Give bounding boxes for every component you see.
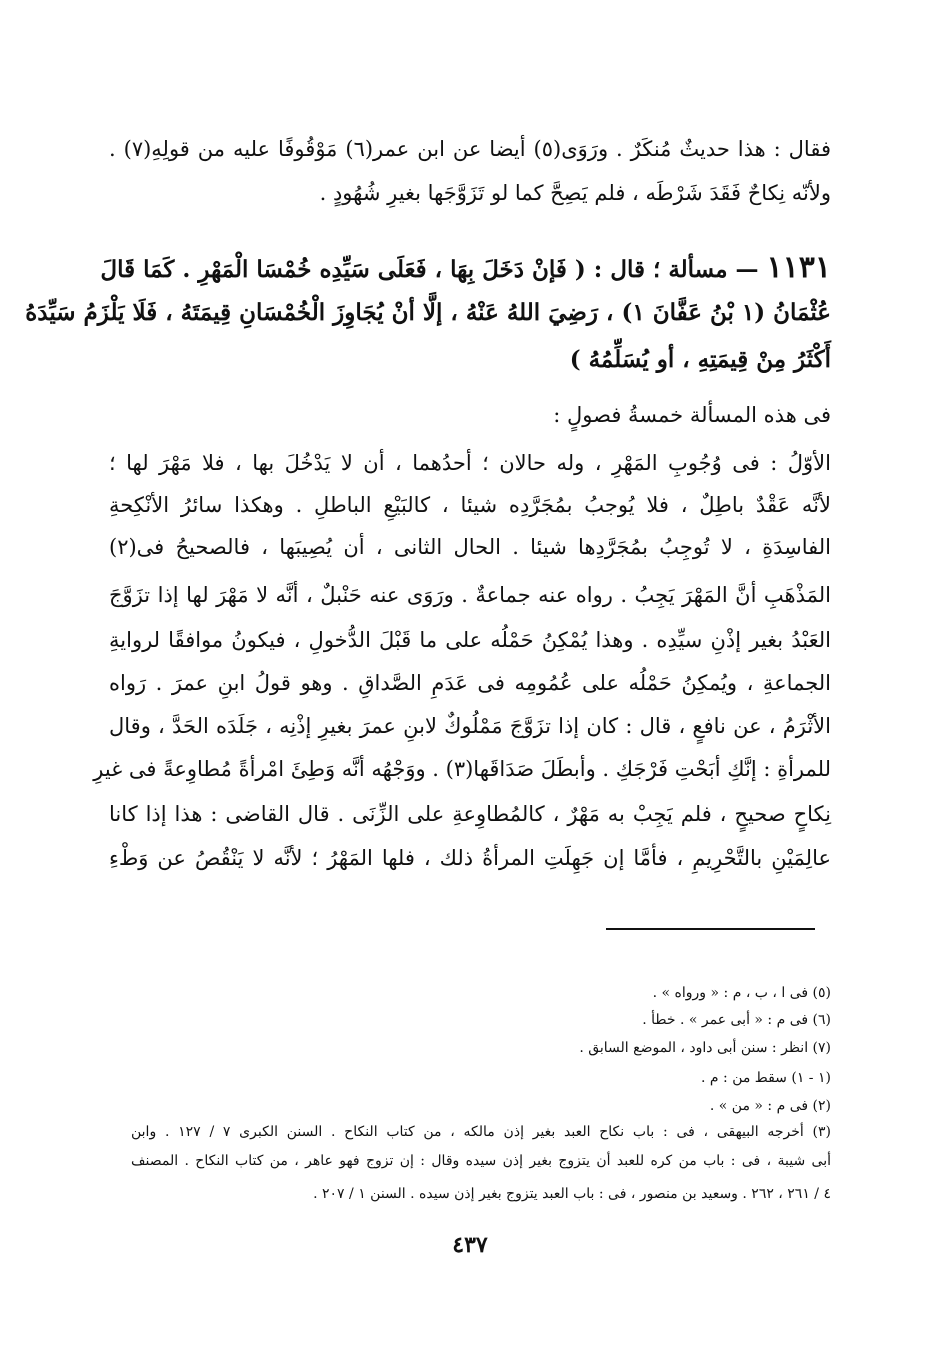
text-line: فقال : هذا حديثٌ مُنكَرٌ . ورَوَى(٥) أيضا عن ابن عمر(٦) مَوْقُوفًا عليه من قولِهِ(٧) . [109,137,831,161]
issue-line: أَكْثَرُ مِنْ قِيمَتِهِ ، أو يُسَلِّمُهُ ) [569,346,831,373]
text-line: الفاسِدَةِ ، لا تُوجِبُ بمُجَرَّدِها شيئا . الحال الثانى ، أن يُصِيبَها ، فالصحيحُ فى(٢) [109,535,831,559]
issue-text: — مسألة ؛ قال : ( فَإنْ دَخَلَ بِهَا ، فَعَلَى سَيِّدِه خُمْسَا الْمَهْرِ . كَمَا قَالَ [100,256,759,283]
page-number: ٤٣٧ [452,1232,488,1258]
footnote-continuation: أبى شيبة ، فى : باب من كره للعبد أن يتزوج بغير إذن سيده وقال : إن تزوج فهو عاهر ، من كتاب النكاح . المصنف [131,1153,831,1169]
footnote: (٥) فى ا ، ب ، م : « ورواه » . [652,985,831,1001]
text-line: ولأنّه نِكاحٌ فَقَدَ شَرْطَه ، فلم يَصِحَّ كما لو تَزَوَّجَها بغيرِ شُهُودٍ . [319,181,831,205]
text-line: لأنَّه عَقْدٌ باطِلٌ ، فلا يُوجبُ بمُجَرَّدِه شيئا ، كالبَيْعِ الباطلِ . وهكذا سائرُ الأنْكِحةِ [109,493,831,517]
text-line: العَبْدُ بغير إذْنِ سيِّدِه . وهذا يُمْكِنُ حَمْلُه على ما قَبْلَ الدُّخولِ ، فيكونُ موافقًا لروايةِ [109,628,831,652]
text-line: الأثْرَمُ ، عن نافعٍ ، قال : كان إذا تزَوَّجَ مَمْلُوكٌ لابنِ عمرَ بغيرِ إذْنِه ، جَلَدَه الحَدَّ ، وقال [109,714,831,738]
issue-number: ١١٣١ [766,250,831,285]
text-line: الجماعةِ ، ويُمكِنُ حَمْلُه على عُمُومِه فى عَدَمِ الصَّداقِ . وهو قولُ ابنِ عمرَ . رَواه [109,671,831,695]
text-line: الأوّلُ : فى وُجُوبِ المَهْرِ ، وله حالان ؛ أحدُهما ، أن لا يَدْخُلَ بها ، فلا مَهْرَ لها ؛ [109,451,831,475]
text-line: للمرأةِ : إنَّكِ أبَحْتِ فَرْجَكِ . وأبطَلَ صَدَاقَها(٣) . ووَجْهُه أنَّه وَطِئَ امْرأةً مُطاوِعةً فى غيرِ [93,757,831,781]
footnote-continuation: ٤ / ٢٦١ ، ٢٦٢ . وسعيد بن منصور ، فى : باب العبد يتزوج بغير إذن سيده . السنن ١ / ٢٠٧ . [313,1186,831,1202]
text-line: فى هذه المسألة خمسةُ فصولٍ : [553,403,831,427]
footnote: (٢) فى م : « من » . [709,1098,831,1114]
footnote: (٦) فى م : « أبى عمر » . خطأ . [642,1012,831,1028]
issue-line: عُثْمَانُ (١ بْنُ عَفَّانَ ١) ، رَضِيَ اللهُ عَنْهُ ، إلَّا أنْ يُجَاوِزَ الْخُمْسَانِ قِيمَتَهُ ، فَلَا يَلْزَمُ سَيِّدَهُ [25,299,831,326]
text-line: عالِمَيْنِ بالتَّحْرِيمِ ، فأمَّا إن جَهِلَتِ المرأةُ ذلك ، فلها المَهْرُ ؛ لأنَّه لا يَنْقُصُ عن وَطْءِ [109,846,831,870]
footnote: (٣) أخرجه البيهقى ، فى : باب نكاح العبد بغير إذن مالكه ، من كتاب النكاح . السنن الكبرى ٧ / ١٢٧ . وابن [131,1124,831,1140]
footnote: (١ - ١) سقط من : م . [701,1070,831,1086]
text-line: المَذْهَبِ أنَّ المَهْرَ يَجِبُ . رواه عنه جماعةٌ . ورَوَى عنه حَنْبلٌ ، أنَّه لا مَهْرَ لها إذا تزَوَّجَ [109,583,831,607]
text-line: نِكاحٍ صحيحٍ ، فلم يَجِبْ به مَهْرٌ ، كالمُطاوِعةِ على الزِّنَى . قال القاضى : هذا إذا كانا [109,802,831,826]
footnote-separator [606,928,815,930]
footnote: (٧) انظر : سنن أبى داود ، الموضع السابق . [579,1040,831,1056]
issue-heading-line [100,249,831,287]
